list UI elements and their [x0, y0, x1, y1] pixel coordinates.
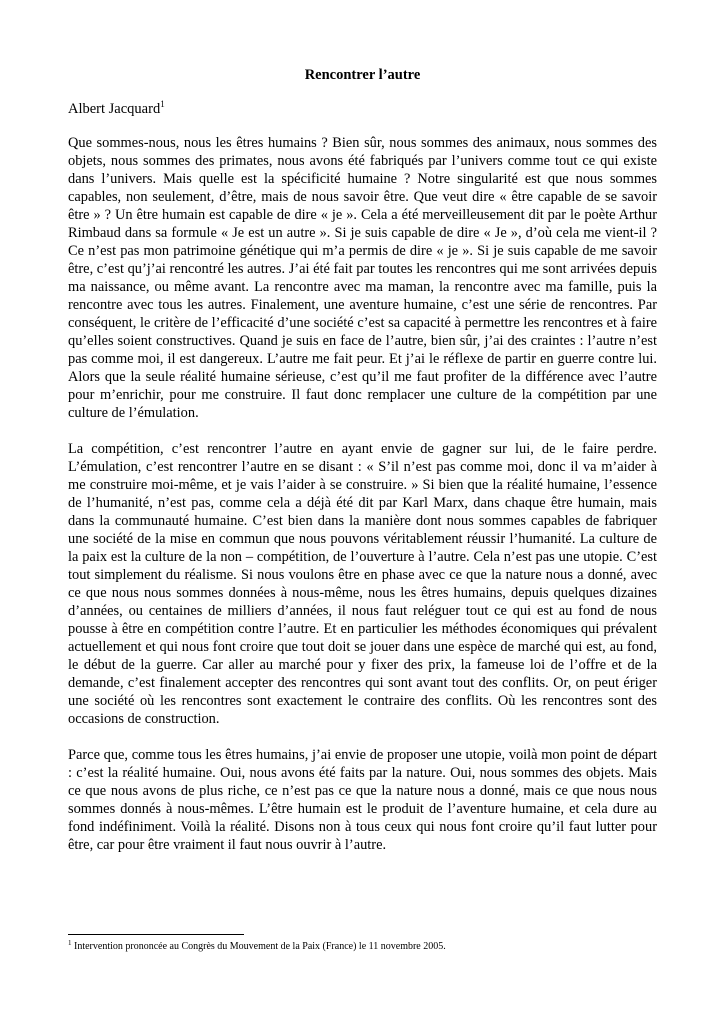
paragraph-3: Parce que, comme tous les êtres humains, j’ai envie de proposer une utopie, voilà mon point de départ : c’est la réalité humaine. Oui, nous avons été faits par la nature. Oui, nous sommes des objets. Mais ce que nous avons de plus riche, ce n’est pas ce que la nature nous a donné, mais ce que nous nous sommes donnés à nous-mêmes. L’être humain est le produit de l’aventure humaine, et cela dure au fond indéfiniment. Voilà la réalité. Disons non à tous ceux qui nous font croire qu’il faut lutter pour être, car pour être vraiment il faut nous ouvrir à l’autre. [68, 747, 657, 853]
paragraph-2: La compétition, c’est rencontrer l’autre en ayant envie de gagner sur lui, de le faire perdre. L’émulation, c’est rencontrer l’autre en se disant : « S’il n’est pas comme moi, donc il va m’aider à me construire moi-même, et je vais l’aider à se construire. » Si bien que la réalité humaine, l’essence de l’humanité, n’est pas, comme cela a déjà été dit par Karl Marx, dans chaque être humain, mais dans la communauté humaine. C’est bien dans la manière dont nous sommes capables de fabriquer une société de la mise en commun que nous pouvons véritablement réussir l’humanité. La culture de la paix est la culture de la non – compétition, de l’ouverture à l’autre. Cela n’est pas une utopie. C’est tout simplement du réalisme. Si nous voulons être en phase avec ce que la nature nous a donné, avec ce que nous nous sommes données à nous-même, nous les êtres humains, depuis quelques dizaines d’années, ou centaines de milliers d’années, il nous faut reléguer tout ce qui est au fond de nous pousse à être en compétition contre l’autre. Et en particulier les méthodes économiques qui prévalent actuellement et qui nous font croire que tout doit se jouer dans une espèce de marché qui est, au fond, le début de la guerre. Car aller au marché pour y fixer des prix, la fameuse loi de l’offre et de la demande, c’est finalement accepter des rencontres qui sont avant tout des conflits. Or, on peut ériger une société où les rencontres sont exactement le contraire des conflits. Où les rencontres sont des occasions de construction. [68, 441, 657, 727]
document-page [68, 0, 657, 1024]
footnote-number: 1 [68, 939, 72, 947]
footnote-text: Intervention prononcée au Congrès du Mouvement de la Paix (France) le 11 novembre 2005. [71, 941, 446, 952]
paragraph-1: Que sommes-nous, nous les êtres humains ? Bien sûr, nous sommes des animaux, nous sommes des objets, nous sommes des primates, nous avons été fabriqués par l’univers comme tout ce qui existe dans l’univers. Mais quelle est la spécificité humaine ? Notre singularité est que nous sommes capables, non seulement, d’être, mais de nous savoir être. Que veut dire « être capable de se savoir être » ? Un être humain est capable de dire « je ». Cela a été merveilleusement dit par le poète Arthur Rimbaud dans sa formule « Je est un autre ». Si je suis capable de dire « Je », d’où cela me vient-il ? Ce n’est pas mon patrimoine génétique qui m’a permis de dire « je ». Si je suis capable de me savoir être, c’est qu’j’ai rencontré les autres. J’ai été fait par toutes les rencontres qui me sont arrivées depuis ma naissance, ou même avant. La rencontre avec ma maman, la rencontre avec ma famille, puis la rencontre avec tous les autres. Finalement, une aventure humaine, c’est une série de rencontres. Par conséquent, le critère de l’efficacité d’une société c’est sa capacité à permettre les rencontres et à faire qu’elles soient constructives. Quand je suis en face de l’autre, bien sûr, j’ai des craintes : l’autre n’est pas comme moi, il est dangereux. L’autre me fait peur. Et j’ai le réflexe de partir en guerre contre lui. Alors que la seule réalité humaine sérieuse, c’est qu’il me faut profiter de la différence avec l’autre pour m’enrichir, pour me construire. Il faut donc remplacer une culture de la compétition par une culture de l’émulation. [68, 135, 657, 421]
footnote [68, 940, 446, 953]
footnote-divider [68, 934, 244, 935]
body-text [68, 134, 657, 872]
author-name: Albert Jacquard [68, 101, 161, 117]
author-line [68, 100, 165, 118]
footnote-ref: 1 [160, 99, 165, 109]
document-title: Rencontrer l’autre [304, 67, 421, 83]
